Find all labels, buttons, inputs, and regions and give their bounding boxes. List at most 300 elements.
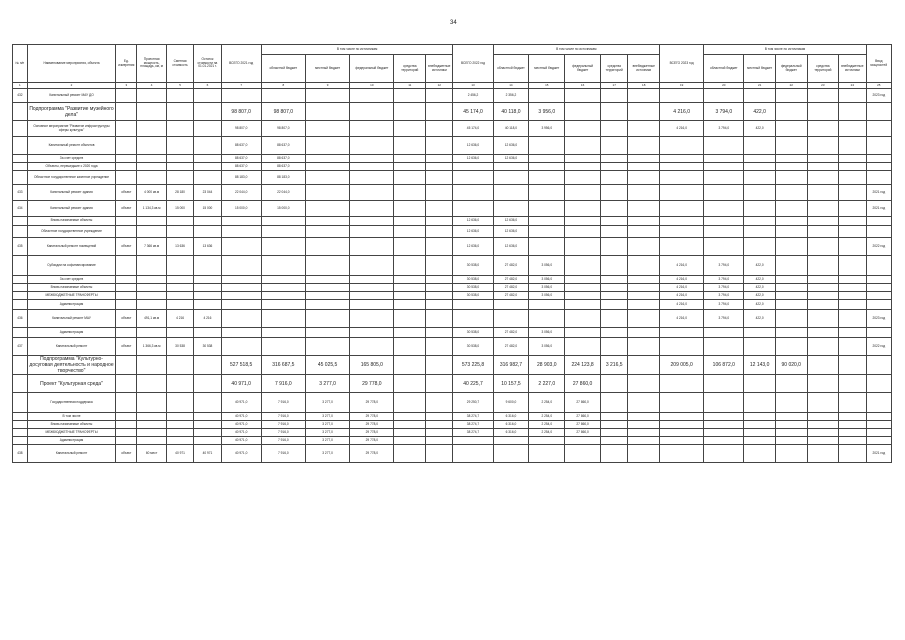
table-cell <box>775 137 807 155</box>
table-cell: 98 807,0 <box>221 121 261 137</box>
table-cell <box>565 437 601 445</box>
table-cell <box>565 217 601 226</box>
table-cell <box>166 89 193 103</box>
table-cell: 4 216,0 <box>660 284 704 292</box>
table-cell: 38 274,7 <box>453 421 493 429</box>
table-cell: 2 254,0 <box>529 429 565 437</box>
table-cell <box>628 226 660 238</box>
table-cell <box>866 421 891 429</box>
table-cell <box>166 155 193 163</box>
table-cell <box>350 201 394 217</box>
table-cell <box>426 121 453 137</box>
table-cell: 106 872,0 <box>704 356 744 375</box>
table-cell <box>453 171 493 185</box>
table-cell <box>137 103 167 121</box>
table-cell <box>866 171 891 185</box>
table-cell: 30 538,0 <box>453 292 493 300</box>
table-cell <box>807 155 839 163</box>
table-cell <box>628 155 660 163</box>
table-cell <box>775 393 807 413</box>
table-cell: 40 971,0 <box>221 429 261 437</box>
table-cell: 27 482,0 <box>493 328 529 338</box>
table-cell <box>775 421 807 429</box>
table-cell <box>394 201 426 217</box>
table-cell <box>166 421 193 429</box>
table-cell <box>866 163 891 171</box>
table-cell: 12 636,0 <box>493 155 529 163</box>
table-cell <box>426 429 453 437</box>
table-cell <box>628 413 660 421</box>
table-cell <box>453 310 493 328</box>
table-cell <box>775 413 807 421</box>
header-capacity: Проектная мощность, площадь, км, м <box>137 45 167 83</box>
table-row <box>13 163 892 171</box>
table-cell: 27 482,0 <box>493 292 529 300</box>
table-cell <box>305 310 349 328</box>
table-cell <box>137 421 167 429</box>
table-cell <box>194 356 221 375</box>
table-cell <box>394 300 426 310</box>
table-cell <box>116 256 137 276</box>
table-cell <box>166 121 193 137</box>
table-cell <box>137 155 167 163</box>
table-cell <box>166 393 193 413</box>
table-cell <box>866 356 891 375</box>
table-cell <box>166 103 193 121</box>
table-cell <box>493 445 529 463</box>
table-cell <box>305 217 349 226</box>
table-cell: 3 056,0 <box>529 292 565 300</box>
header-src: средства территорий <box>807 55 839 83</box>
table-cell <box>775 238 807 256</box>
table-cell <box>137 356 167 375</box>
table-row <box>13 256 892 276</box>
table-cell <box>775 217 807 226</box>
table-cell <box>529 171 565 185</box>
table-cell <box>261 217 305 226</box>
table-cell: 88 637,0 <box>221 137 261 155</box>
table-cell: Администрация <box>27 437 116 445</box>
table-cell <box>529 217 565 226</box>
table-cell <box>394 155 426 163</box>
table-cell <box>601 429 628 437</box>
table-cell: Вновь начинаемые объекты <box>27 421 116 429</box>
table-cell <box>660 437 704 445</box>
table-cell: Капитальный ремонт помещений <box>27 238 116 256</box>
table-cell <box>660 89 704 103</box>
table-cell <box>221 292 261 300</box>
table-cell: 12 636,0 <box>453 137 493 155</box>
table-cell <box>194 284 221 292</box>
table-cell <box>807 421 839 429</box>
table-cell <box>839 185 866 201</box>
table-cell <box>13 300 28 310</box>
table-row <box>13 375 892 393</box>
table-cell <box>426 137 453 155</box>
table-cell <box>116 121 137 137</box>
table-cell <box>565 103 601 121</box>
table-cell <box>529 185 565 201</box>
table-cell <box>628 201 660 217</box>
table-cell: 88 637,0 <box>221 163 261 171</box>
table-cell <box>775 155 807 163</box>
table-cell <box>137 375 167 393</box>
table-cell <box>866 284 891 292</box>
table-cell <box>601 413 628 421</box>
table-cell <box>565 163 601 171</box>
table-cell <box>166 328 193 338</box>
table-cell <box>305 300 349 310</box>
table-cell <box>660 238 704 256</box>
table-cell <box>660 421 704 429</box>
table-cell <box>839 201 866 217</box>
header-total-2023: ВСЕГО 2023 год <box>660 45 704 83</box>
table-cell <box>704 338 744 356</box>
table-cell: За счет средств <box>27 276 116 284</box>
header-src: областной бюджет <box>493 55 529 83</box>
table-cell <box>426 284 453 292</box>
table-cell: 27 482,0 <box>493 276 529 284</box>
table-cell <box>807 171 839 185</box>
table-cell: 38 274,7 <box>453 413 493 421</box>
table-cell <box>775 375 807 393</box>
table-cell: 30 538,0 <box>453 256 493 276</box>
table-row <box>13 201 892 217</box>
table-cell: МЕЖБЮДЖЕТНЫЕ ТРАНСФЕРТЫ <box>27 429 116 437</box>
table-cell <box>221 256 261 276</box>
table-cell <box>166 300 193 310</box>
column-number: 5 <box>166 83 193 89</box>
table-cell <box>775 310 807 328</box>
table-cell <box>807 356 839 375</box>
table-cell: 40 225,7 <box>453 375 493 393</box>
table-cell <box>744 421 776 429</box>
table-cell <box>221 338 261 356</box>
table-cell: 38 274,7 <box>453 429 493 437</box>
table-cell <box>866 155 891 163</box>
table-cell: 422,0 <box>744 292 776 300</box>
header-total-2022: ВСЕГО 2022 год <box>453 45 493 83</box>
table-cell <box>628 338 660 356</box>
table-cell <box>350 300 394 310</box>
table-cell <box>166 413 193 421</box>
table-cell <box>628 256 660 276</box>
column-number: 19 <box>660 83 704 89</box>
table-cell <box>221 217 261 226</box>
table-cell <box>166 429 193 437</box>
table-cell <box>426 201 453 217</box>
table-cell <box>839 276 866 284</box>
table-cell <box>221 310 261 328</box>
table-cell: 12 636,0 <box>453 155 493 163</box>
table-cell <box>166 356 193 375</box>
table-cell <box>839 137 866 155</box>
table-cell: Капитальный ремонт здания <box>27 185 116 201</box>
table-cell <box>775 300 807 310</box>
table-cell <box>839 89 866 103</box>
table-cell <box>839 338 866 356</box>
table-cell <box>166 217 193 226</box>
table-cell: 27 482,0 <box>493 256 529 276</box>
table-cell <box>839 121 866 137</box>
table-cell <box>601 256 628 276</box>
table-row <box>13 445 892 463</box>
table-cell <box>839 356 866 375</box>
table-cell <box>660 375 704 393</box>
table-cell: Вновь начинаемые объекты <box>27 284 116 292</box>
table-cell: 22 044,0 <box>261 185 305 201</box>
table-cell <box>565 89 601 103</box>
table-cell <box>839 163 866 171</box>
table-row <box>13 171 892 185</box>
table-row <box>13 89 892 103</box>
header-src: внебюджетные источники <box>839 55 866 83</box>
table-cell <box>839 310 866 328</box>
table-cell <box>116 284 137 292</box>
table-cell <box>493 163 529 171</box>
table-cell <box>601 276 628 284</box>
table-cell <box>565 276 601 284</box>
table-cell <box>601 217 628 226</box>
table-cell <box>704 375 744 393</box>
table-cell: 437 <box>13 338 28 356</box>
table-cell <box>807 103 839 121</box>
table-cell <box>807 238 839 256</box>
table-cell <box>13 421 28 429</box>
table-cell <box>704 445 744 463</box>
table-cell <box>394 393 426 413</box>
table-cell: 30 538 <box>194 338 221 356</box>
table-cell: 422,0 <box>744 310 776 328</box>
table-cell: 27 482,0 <box>493 284 529 292</box>
table-cell <box>839 328 866 338</box>
table-cell: 4 216 <box>166 310 193 328</box>
table-cell <box>305 121 349 137</box>
column-number: 13 <box>453 83 493 89</box>
table-cell: Областное государственное казенное учреждение <box>27 171 116 185</box>
table-cell: 40 971,0 <box>221 421 261 429</box>
table-cell <box>529 226 565 238</box>
table-cell: 7 366 кв.м <box>137 238 167 256</box>
table-cell <box>660 328 704 338</box>
table-cell <box>137 300 167 310</box>
table-cell <box>775 276 807 284</box>
table-cell: 45 174,0 <box>453 121 493 137</box>
page-number: 34 <box>450 20 457 26</box>
table-cell <box>775 171 807 185</box>
table-cell <box>13 217 28 226</box>
column-number: 22 <box>775 83 807 89</box>
table-cell <box>807 137 839 155</box>
table-cell <box>116 421 137 429</box>
header-incl-2021: В том числе по источникам <box>261 45 453 55</box>
table-cell <box>166 375 193 393</box>
table-cell <box>194 103 221 121</box>
header-src: областной бюджет <box>704 55 744 83</box>
table-cell <box>744 201 776 217</box>
table-cell <box>137 89 167 103</box>
table-cell <box>426 171 453 185</box>
table-cell <box>628 445 660 463</box>
table-cell: 88 637,0 <box>261 155 305 163</box>
table-cell: 29 778,0 <box>350 375 394 393</box>
table-cell: 40 971,0 <box>221 375 261 393</box>
column-number: 14 <box>493 83 529 89</box>
table-cell <box>807 413 839 421</box>
table-cell <box>628 89 660 103</box>
table-cell <box>744 437 776 445</box>
table-cell: 13 636 <box>194 238 221 256</box>
table-cell <box>394 217 426 226</box>
table-cell <box>775 429 807 437</box>
table-row <box>13 238 892 256</box>
table-cell: 40 971,0 <box>221 393 261 413</box>
table-cell <box>13 155 28 163</box>
table-cell <box>775 292 807 300</box>
table-cell: 12 636,0 <box>453 238 493 256</box>
table-row <box>13 276 892 284</box>
table-cell <box>166 276 193 284</box>
table-cell <box>744 171 776 185</box>
table-cell: 4 000 кв.м <box>137 185 167 201</box>
table-cell <box>744 226 776 238</box>
column-number: 18 <box>628 83 660 89</box>
table-cell: 30 538,0 <box>453 276 493 284</box>
table-cell: 316 687,5 <box>261 356 305 375</box>
table-cell <box>305 338 349 356</box>
table-cell <box>866 121 891 137</box>
table-row <box>13 356 892 375</box>
table-cell <box>194 328 221 338</box>
table-cell: 3 794,0 <box>704 121 744 137</box>
table-cell <box>261 276 305 284</box>
table-cell <box>426 256 453 276</box>
table-row <box>13 155 892 163</box>
table-cell: 432 <box>13 89 28 103</box>
table-cell <box>601 437 628 445</box>
table-cell <box>394 121 426 137</box>
table-cell <box>394 256 426 276</box>
table-cell <box>221 300 261 310</box>
table-cell <box>704 171 744 185</box>
column-number: 17 <box>601 83 628 89</box>
table-cell: За счет средств <box>27 155 116 163</box>
table-cell <box>601 238 628 256</box>
table-cell: 422,0 <box>744 300 776 310</box>
table-cell <box>137 256 167 276</box>
table-cell <box>744 238 776 256</box>
table-cell <box>305 89 349 103</box>
header-src: федеральный бюджет <box>565 55 601 83</box>
table-cell <box>704 421 744 429</box>
table-cell <box>775 256 807 276</box>
table-cell <box>628 328 660 338</box>
table-cell: 527 518,5 <box>221 356 261 375</box>
table-cell <box>137 292 167 300</box>
table-cell <box>660 429 704 437</box>
table-cell <box>221 328 261 338</box>
table-cell: 45 025,5 <box>305 356 349 375</box>
table-cell: 3 794,0 <box>704 300 744 310</box>
table-cell <box>166 137 193 155</box>
table-cell <box>426 421 453 429</box>
table-cell: 40 118,0 <box>493 103 529 121</box>
table-cell <box>807 89 839 103</box>
table-cell <box>775 328 807 338</box>
table-cell <box>839 429 866 437</box>
table-cell <box>194 393 221 413</box>
table-cell: 209 005,0 <box>660 356 704 375</box>
table-cell <box>601 155 628 163</box>
table-cell <box>426 292 453 300</box>
table-cell <box>13 437 28 445</box>
table-cell <box>137 171 167 185</box>
table-cell <box>866 393 891 413</box>
table-cell: 3 056,0 <box>529 256 565 276</box>
table-cell: 436 <box>13 310 28 328</box>
table-cell: 1 134,3 кв.м <box>137 201 167 217</box>
table-cell <box>305 201 349 217</box>
header-name: Наименование мероприятия, объекта <box>27 45 116 83</box>
table-cell: объект <box>116 185 137 201</box>
table-cell <box>166 437 193 445</box>
table-cell <box>426 89 453 103</box>
table-cell <box>166 226 193 238</box>
table-cell <box>565 201 601 217</box>
table-cell <box>704 393 744 413</box>
table-row <box>13 185 892 201</box>
table-cell <box>839 171 866 185</box>
table-cell: 40 971,0 <box>221 445 261 463</box>
table-cell <box>116 155 137 163</box>
table-cell <box>628 163 660 171</box>
table-cell: объект <box>116 445 137 463</box>
table-cell <box>13 121 28 137</box>
table-cell <box>194 292 221 300</box>
table-cell: Капитальный ремонт объектов <box>27 137 116 155</box>
table-cell: 29 778,0 <box>350 393 394 413</box>
table-cell: 4 216,0 <box>660 310 704 328</box>
table-cell <box>660 226 704 238</box>
header-src: внебюджетные источники <box>628 55 660 83</box>
table-cell <box>305 292 349 300</box>
table-cell <box>529 437 565 445</box>
table-cell <box>426 413 453 421</box>
table-cell: 30 538,0 <box>453 284 493 292</box>
table-cell <box>704 217 744 226</box>
header-total-2021: ВСЕГО 2021 год <box>221 45 261 83</box>
table-cell <box>426 155 453 163</box>
table-cell <box>704 185 744 201</box>
table-cell <box>628 421 660 429</box>
table-cell <box>194 421 221 429</box>
table-cell <box>839 445 866 463</box>
table-cell: 29 250,7 <box>453 393 493 413</box>
table-row <box>13 121 892 137</box>
table-cell <box>601 137 628 155</box>
table-cell <box>660 185 704 201</box>
table-cell <box>660 163 704 171</box>
table-cell: 165 805,0 <box>350 356 394 375</box>
table-cell: 28 180 <box>166 185 193 201</box>
table-cell: 4 216,0 <box>660 292 704 300</box>
table-row <box>13 300 892 310</box>
table-cell <box>807 437 839 445</box>
table-cell <box>194 163 221 171</box>
table-cell: 2 254,0 <box>529 393 565 413</box>
table-cell <box>166 284 193 292</box>
table-cell: 433 <box>13 185 28 201</box>
